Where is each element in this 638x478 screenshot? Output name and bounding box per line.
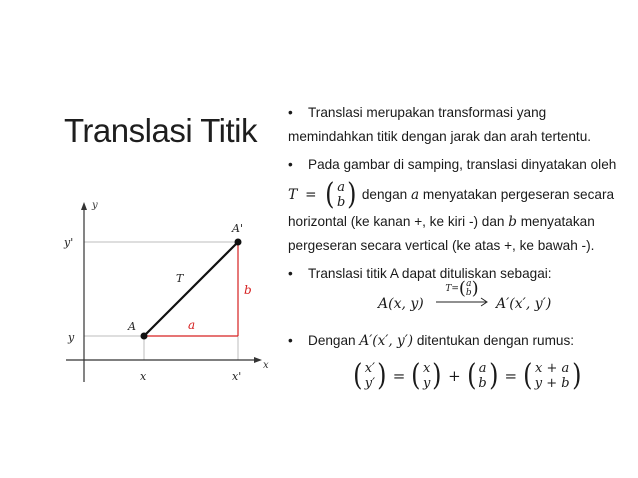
label-x-prime: x': [232, 370, 242, 383]
translation-vector: ( a b ): [325, 177, 357, 213]
bullet-3-text: Translasi titik A dapat dituliskan sebagai:: [308, 266, 552, 281]
plus-sign: +: [448, 367, 461, 385]
arrow-T: T=: [445, 284, 459, 294]
vec-x-plus-a: x + a: [535, 361, 570, 376]
bullet-marker: •: [288, 333, 293, 348]
label-A-prime: A': [232, 222, 243, 235]
equals-2: =: [504, 367, 518, 385]
vec-y-prime: y′: [364, 376, 376, 391]
vector-ab: ( a b ): [466, 358, 499, 393]
equals-sign: =: [305, 187, 317, 203]
label-y: y: [68, 331, 75, 344]
vec-y-plus-b: y + b: [534, 376, 570, 391]
vec-a2: a: [478, 361, 487, 376]
label-a: a: [188, 318, 196, 332]
bullet-4-prefix: Dengan: [308, 333, 360, 348]
bullet-1-line-1: [288, 101, 546, 125]
vector-prime: ( x′ y′ ): [353, 358, 387, 393]
x-axis-arrow: [254, 357, 262, 363]
bullet-2-menyatakan: menyatakan: [516, 214, 595, 229]
translation-diagram: [60, 190, 280, 390]
vec-y: y: [423, 376, 431, 391]
formula-A: A(x, y): [378, 296, 424, 312]
label-x: x: [140, 370, 147, 383]
bullet-4-point: A′(x′, y′): [359, 333, 414, 349]
arrow-a: a: [466, 279, 472, 289]
symbol-a: a: [410, 187, 420, 203]
bullet-4-line-1: [288, 329, 574, 353]
y-axis-arrow: [81, 202, 87, 210]
bullet-4-suffix: ditentukan dengan rumus:: [413, 333, 575, 348]
label-y-prime: y': [64, 236, 74, 249]
bullet-marker: •: [288, 157, 293, 172]
bullet-2-line-3: [288, 210, 595, 234]
vector-sum: ( x + a y + b ): [523, 358, 582, 393]
arrow-label: T= ( a b ): [445, 278, 479, 299]
vec-b: b: [337, 195, 346, 211]
vector-xy: ( x y ): [411, 358, 442, 393]
arrow-b: b: [465, 288, 472, 298]
vec-b2: b: [478, 376, 487, 391]
bullet-marker: •: [288, 105, 293, 120]
bullet-3-line-1: [288, 262, 552, 286]
equals-1: =: [392, 367, 406, 385]
slide-title: Translasi Titik: [64, 112, 257, 149]
bullet-4-formula: [352, 356, 582, 396]
bullet-2-dengan: dengan: [358, 187, 411, 202]
bullet-2-rest: menyatakan pergeseran secara: [419, 187, 615, 202]
symbol-b: b: [508, 214, 517, 230]
formula-A-prime: A′(x′, y′): [496, 296, 552, 312]
bullet-2-horizontal: horizontal (ke kanan +, ke kiri -) dan: [288, 214, 509, 229]
bullet-marker: •: [288, 266, 293, 281]
bullet-2-line-1: [288, 153, 616, 177]
bullet-2-line-2: [288, 177, 615, 213]
vec-x-prime: x′: [364, 361, 376, 376]
label-A: A: [128, 320, 136, 333]
axis-x-label: x: [263, 360, 269, 371]
label-b: b: [244, 283, 252, 297]
axis-y-label: y: [92, 200, 98, 211]
bullet-2-line-4: pergeseran secara vertical (ke atas +, ke bawah -).: [288, 238, 595, 253]
vec-a: a: [337, 180, 346, 196]
vec-x: x: [423, 361, 431, 376]
bullet-1-text: Translasi merupakan transformasi yang: [308, 105, 547, 120]
bullet-2-text: Pada gambar di samping, translasi dinyatakan oleh: [308, 157, 617, 172]
label-T: T: [176, 272, 184, 285]
symbol-T: T: [288, 187, 298, 203]
arrow-icon: [434, 297, 492, 307]
point-A: [141, 333, 148, 340]
bullet-1-line-2: memindahkan titik dengan jarak dan arah tertentu.: [288, 129, 592, 144]
point-A-prime: [235, 239, 242, 246]
